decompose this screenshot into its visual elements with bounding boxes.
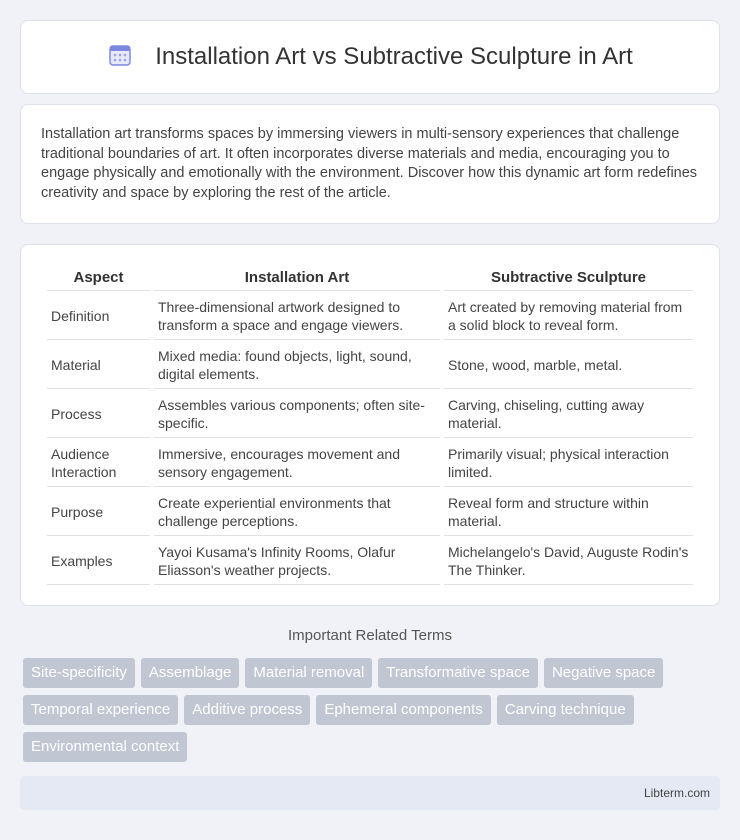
header-card bbox=[20, 20, 720, 94]
related-term-tag[interactable]: Carving technique bbox=[497, 695, 634, 725]
row-installation-art: Immersive, encourages movement and sensory engagement. bbox=[154, 440, 440, 487]
related-term-tag[interactable]: Ephemeral components bbox=[316, 695, 490, 725]
row-subtractive-sculpture: Primarily visual; physical interaction limited. bbox=[444, 440, 693, 487]
related-term-tag[interactable]: Transformative space bbox=[378, 658, 538, 688]
related-terms-title: Important Related Terms bbox=[288, 627, 452, 644]
comparison-card bbox=[20, 244, 720, 606]
row-subtractive-sculpture: Michelangelo's David, Auguste Rodin's The Thinker. bbox=[444, 538, 693, 585]
row-aspect: Definition bbox=[47, 293, 150, 340]
related-term-tag[interactable]: Environmental context bbox=[23, 732, 187, 762]
table-row bbox=[47, 342, 693, 389]
related-term-tag[interactable]: Material removal bbox=[245, 658, 372, 688]
header-subtractive-sculpture: Subtractive Sculpture bbox=[444, 265, 693, 291]
row-aspect: Process bbox=[47, 391, 150, 438]
table-row bbox=[47, 391, 693, 438]
row-installation-art: Yayoi Kusama's Infinity Rooms, Olafur Eliasson's weather projects. bbox=[154, 538, 440, 585]
row-installation-art: Create experiential environments that challenge perceptions. bbox=[154, 489, 440, 536]
row-aspect: Examples bbox=[47, 538, 150, 585]
table-row bbox=[47, 489, 693, 536]
footer bbox=[20, 776, 720, 810]
header-installation-art: Installation Art bbox=[154, 265, 440, 291]
intro-text: Installation art transforms spaces by immersing viewers in multi-sensory experiences that challenge traditional boundaries of art. It often incorporates diverse materials and media, encouraging you to engage physically and emotionally with the environment. Discover how this dynamic art form redefines creativity and space by exploring the rest of the article. bbox=[41, 126, 698, 201]
row-subtractive-sculpture: Reveal form and structure within material. bbox=[444, 489, 693, 536]
footer-site-link[interactable]: Libterm.com bbox=[643, 786, 710, 800]
row-aspect: Material bbox=[47, 342, 150, 389]
row-subtractive-sculpture: Stone, wood, marble, metal. bbox=[444, 342, 693, 389]
row-installation-art: Three-dimensional artwork designed to transform a space and engage viewers. bbox=[154, 293, 440, 340]
related-term-tag[interactable]: Negative space bbox=[544, 658, 663, 688]
table-row bbox=[47, 440, 693, 487]
intro-card bbox=[20, 104, 720, 224]
calendar-icon bbox=[107, 42, 133, 73]
header-aspect: Aspect bbox=[47, 265, 150, 291]
related-term-tag[interactable]: Assemblage bbox=[141, 658, 240, 688]
related-term-tag[interactable]: Site-specificity bbox=[23, 658, 135, 688]
related-term-tag[interactable]: Additive process bbox=[184, 695, 310, 725]
table-header-row bbox=[47, 265, 693, 291]
row-installation-art: Assembles various components; often site-specific. bbox=[154, 391, 440, 438]
related-term-tag[interactable]: Temporal experience bbox=[23, 695, 178, 725]
row-installation-art: Mixed media: found objects, light, sound, digital elements. bbox=[154, 342, 440, 389]
related-terms-list bbox=[23, 658, 723, 762]
row-aspect: Purpose bbox=[47, 489, 150, 536]
table-row bbox=[47, 293, 693, 340]
page-title: Installation Art vs Subtractive Sculpture in Art bbox=[155, 43, 633, 70]
row-subtractive-sculpture: Art created by removing material from a solid block to reveal form. bbox=[444, 293, 693, 340]
row-aspect: Audience Interaction bbox=[47, 440, 150, 487]
table-row bbox=[47, 538, 693, 585]
row-subtractive-sculpture: Carving, chiseling, cutting away material. bbox=[444, 391, 693, 438]
comparison-table bbox=[43, 263, 697, 587]
